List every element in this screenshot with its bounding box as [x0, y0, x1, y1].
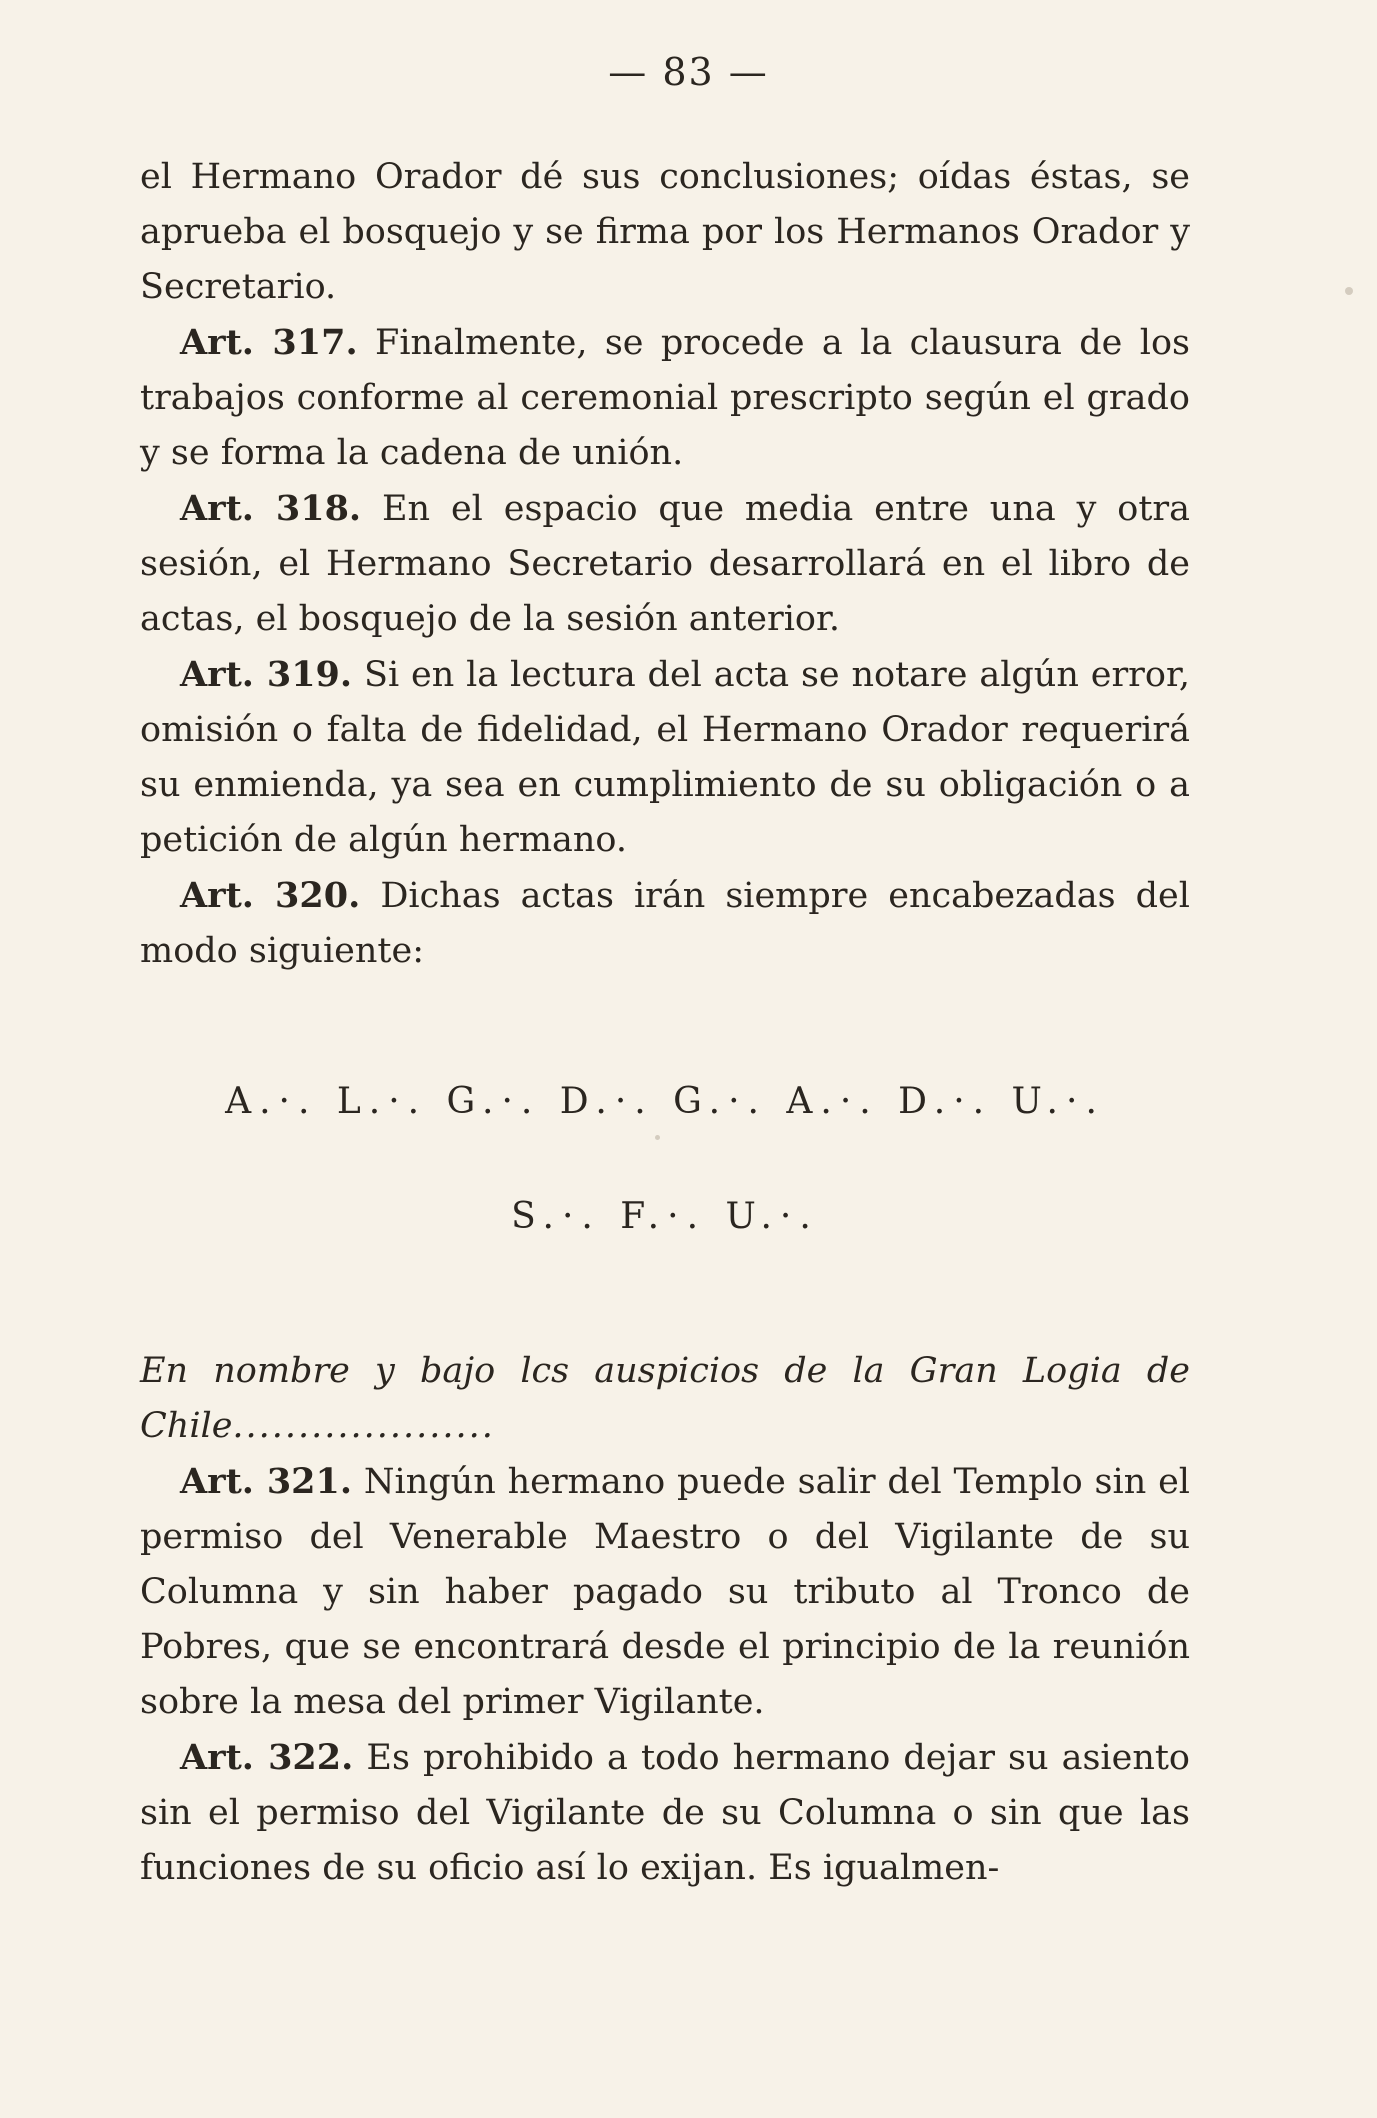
invocation-dots: .................... [232, 1406, 495, 1446]
article-label: Art. 318. [180, 488, 362, 529]
article-label: Art. 320. [180, 875, 361, 916]
page-number: — 83 — [608, 50, 769, 94]
article-318 [140, 481, 1190, 647]
article-322 [140, 1730, 1190, 1896]
paper-speck [655, 1135, 660, 1140]
article-321 [140, 1454, 1190, 1730]
article-text: En el espacio que media entre una y otra sesión, el Hermano Secretario desarrollará en el libro de actas, el bosquejo de la sesión anterior. [140, 489, 1190, 639]
paragraph-text: el Hermano Orador dé sus conclusiones; oídas éstas, se aprueba el bosquejo y se firma por los Hermanos Orador y Secretario. [140, 157, 1190, 307]
article-320 [140, 868, 1190, 979]
article-label: Art. 321. [180, 1461, 353, 1502]
paper-speck [1345, 287, 1353, 295]
invocation-text: En nombre y bajo lcs auspicios de la Gran Logia de Chile [140, 1351, 1190, 1446]
article-label: Art. 319. [180, 654, 353, 695]
article-317 [140, 315, 1190, 481]
article-text: Es prohibido a todo hermano dejar su asiento sin el permiso del Vigilante de su Columna o sin que las funciones de su oficio así lo exijan. Es igualmen- [140, 1738, 1190, 1888]
article-text: Dichas actas irán siempre encabezadas del modo siguiente: [140, 876, 1190, 971]
paragraph-continuation [140, 150, 1190, 315]
masonic-abbreviation-line-2: S.·. F.·. U.·. [511, 1196, 819, 1237]
article-text: Ningún hermano puede salir del Templo sin el permiso del Venerable Maestro o del Vigilante de su Columna y sin haber pagado su tributo al Tronco de Pobres, que se encontrará desde el principio de la reunión sobre la mesa del primer Vigilante. [140, 1462, 1190, 1722]
text-block [140, 150, 1190, 1896]
article-label: Art. 317. [180, 322, 358, 363]
article-label: Art. 322. [180, 1737, 354, 1778]
article-text: Si en la lectura del acta se notare algún error, omisión o falta de fidelidad, el Hermano Orador requerirá su enmienda, ya sea en cumplimiento de su obligación o a petición de algún hermano. [140, 655, 1190, 860]
invocation-heading [140, 1344, 1190, 1454]
article-text: Finalmente, se procede a la clausura de los trabajos conforme al ceremonial prescripto según el grado y se forma la cadena de unión. [140, 323, 1190, 473]
article-319 [140, 647, 1190, 868]
masonic-abbreviation-line-1: A.·. L.·. G.·. D.·. G.·. A.·. D.·. U.·. [225, 1081, 1105, 1122]
